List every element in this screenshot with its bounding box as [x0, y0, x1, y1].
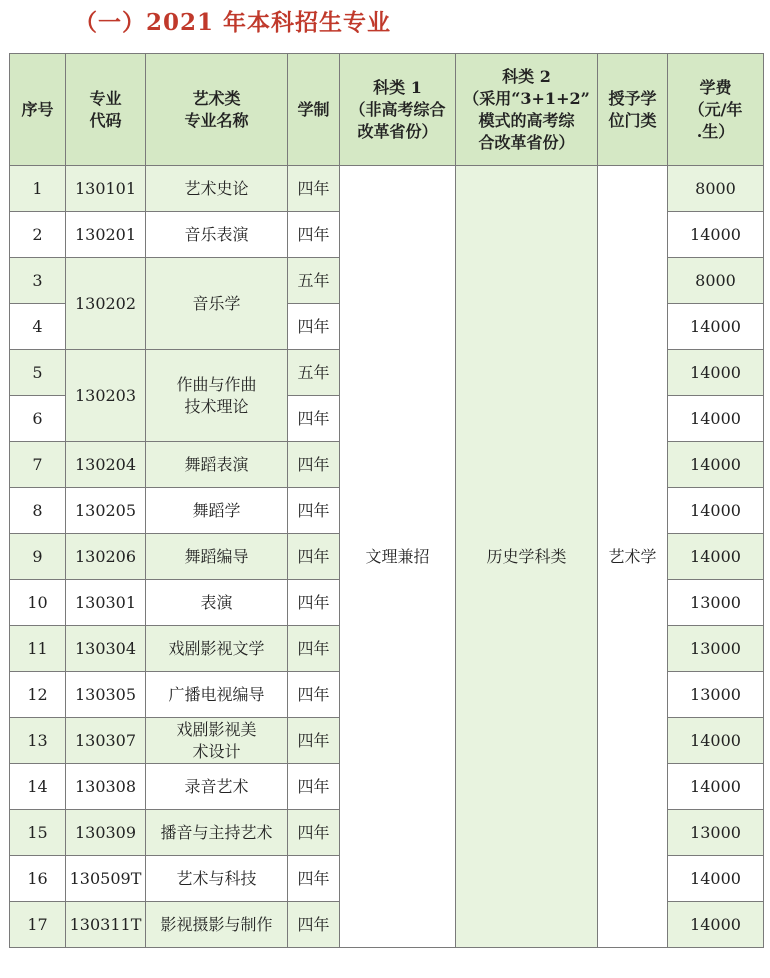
- duration-cell: 四年: [288, 764, 340, 810]
- seq-cell: 4: [10, 304, 66, 350]
- seq-cell: 16: [10, 856, 66, 902]
- code-cell: 130201: [66, 212, 146, 258]
- seq-cell: 7: [10, 442, 66, 488]
- duration-cell: 四年: [288, 396, 340, 442]
- fee-cell: 14000: [668, 718, 764, 764]
- major-name-cell: 作曲与作曲技术理论: [146, 350, 288, 442]
- seq-cell: 8: [10, 488, 66, 534]
- seq-cell: 13: [10, 718, 66, 764]
- duration-cell: 四年: [288, 304, 340, 350]
- seq-cell: 12: [10, 672, 66, 718]
- duration-cell: 四年: [288, 718, 340, 764]
- fee-cell: 14000: [668, 856, 764, 902]
- fee-cell: 13000: [668, 626, 764, 672]
- duration-cell: 五年: [288, 350, 340, 396]
- major-name-cell: 广播电视编导: [146, 672, 288, 718]
- fee-cell: 14000: [668, 350, 764, 396]
- fee-cell: 13000: [668, 580, 764, 626]
- seq-cell: 17: [10, 902, 66, 948]
- fee-cell: 14000: [668, 304, 764, 350]
- header-fee: 学费 （元/年 .生）: [668, 54, 764, 166]
- fee-cell: 14000: [668, 442, 764, 488]
- duration-cell: 四年: [288, 534, 340, 580]
- duration-cell: 四年: [288, 672, 340, 718]
- duration-cell: 四年: [288, 488, 340, 534]
- fee-cell: 8000: [668, 166, 764, 212]
- table-row: [10, 166, 764, 212]
- major-name-cell: 表演: [146, 580, 288, 626]
- fee-cell: 14000: [668, 396, 764, 442]
- major-name-cell: 舞蹈学: [146, 488, 288, 534]
- code-cell: 130206: [66, 534, 146, 580]
- degree-cell: 艺术学: [598, 166, 668, 948]
- duration-cell: 四年: [288, 810, 340, 856]
- seq-cell: 9: [10, 534, 66, 580]
- seq-cell: 2: [10, 212, 66, 258]
- fee-cell: 14000: [668, 534, 764, 580]
- code-cell: 130101: [66, 166, 146, 212]
- header-duration: 学制: [288, 54, 340, 166]
- major-name-cell: 录音艺术: [146, 764, 288, 810]
- duration-cell: 五年: [288, 258, 340, 304]
- header-category-2: 科类 2 （采用“3+1+2” 模式的高考综 合改革省份）: [456, 54, 598, 166]
- major-name-cell: 戏剧影视美术设计: [146, 718, 288, 764]
- seq-cell: 3: [10, 258, 66, 304]
- fee-cell: 13000: [668, 810, 764, 856]
- fee-cell: 8000: [668, 258, 764, 304]
- code-cell: 130309: [66, 810, 146, 856]
- fee-cell: 14000: [668, 764, 764, 810]
- seq-cell: 10: [10, 580, 66, 626]
- major-name-cell: 舞蹈编导: [146, 534, 288, 580]
- header-code: 专业 代码: [66, 54, 146, 166]
- code-cell: 130204: [66, 442, 146, 488]
- seq-cell: 6: [10, 396, 66, 442]
- duration-cell: 四年: [288, 212, 340, 258]
- code-cell: 130301: [66, 580, 146, 626]
- code-cell: 130202: [66, 258, 146, 350]
- duration-cell: 四年: [288, 442, 340, 488]
- major-name-cell: 艺术史论: [146, 166, 288, 212]
- header-row: [10, 54, 764, 166]
- header-degree: 授予学 位门类: [598, 54, 668, 166]
- fee-cell: 13000: [668, 672, 764, 718]
- seq-cell: 1: [10, 166, 66, 212]
- code-cell: 130311T: [66, 902, 146, 948]
- duration-cell: 四年: [288, 856, 340, 902]
- header-seq: 序号: [10, 54, 66, 166]
- duration-cell: 四年: [288, 166, 340, 212]
- code-cell: 130307: [66, 718, 146, 764]
- major-name-cell: 艺术与科技: [146, 856, 288, 902]
- code-cell: 130203: [66, 350, 146, 442]
- seq-cell: 11: [10, 626, 66, 672]
- header-name: 艺术类 专业名称: [146, 54, 288, 166]
- duration-cell: 四年: [288, 902, 340, 948]
- seq-cell: 15: [10, 810, 66, 856]
- category-2-cell: 历史学科类: [456, 166, 598, 948]
- category-1-cell: 文理兼招: [340, 166, 456, 948]
- seq-cell: 14: [10, 764, 66, 810]
- major-name-cell: 舞蹈表演: [146, 442, 288, 488]
- code-cell: 130304: [66, 626, 146, 672]
- page-title: （一）2021 年本科招生专业: [74, 9, 392, 36]
- fee-cell: 14000: [668, 488, 764, 534]
- duration-cell: 四年: [288, 626, 340, 672]
- fee-cell: 14000: [668, 212, 764, 258]
- fee-cell: 14000: [668, 902, 764, 948]
- code-cell: 130305: [66, 672, 146, 718]
- code-cell: 130509T: [66, 856, 146, 902]
- code-cell: 130308: [66, 764, 146, 810]
- major-name-cell: 播音与主持艺术: [146, 810, 288, 856]
- major-name-cell: 音乐学: [146, 258, 288, 350]
- major-name-cell: 音乐表演: [146, 212, 288, 258]
- enrollment-table: [9, 53, 764, 948]
- header-category-1: 科类 1 （非高考综合 改革省份）: [340, 54, 456, 166]
- seq-cell: 5: [10, 350, 66, 396]
- code-cell: 130205: [66, 488, 146, 534]
- duration-cell: 四年: [288, 580, 340, 626]
- major-name-cell: 戏剧影视文学: [146, 626, 288, 672]
- major-name-cell: 影视摄影与制作: [146, 902, 288, 948]
